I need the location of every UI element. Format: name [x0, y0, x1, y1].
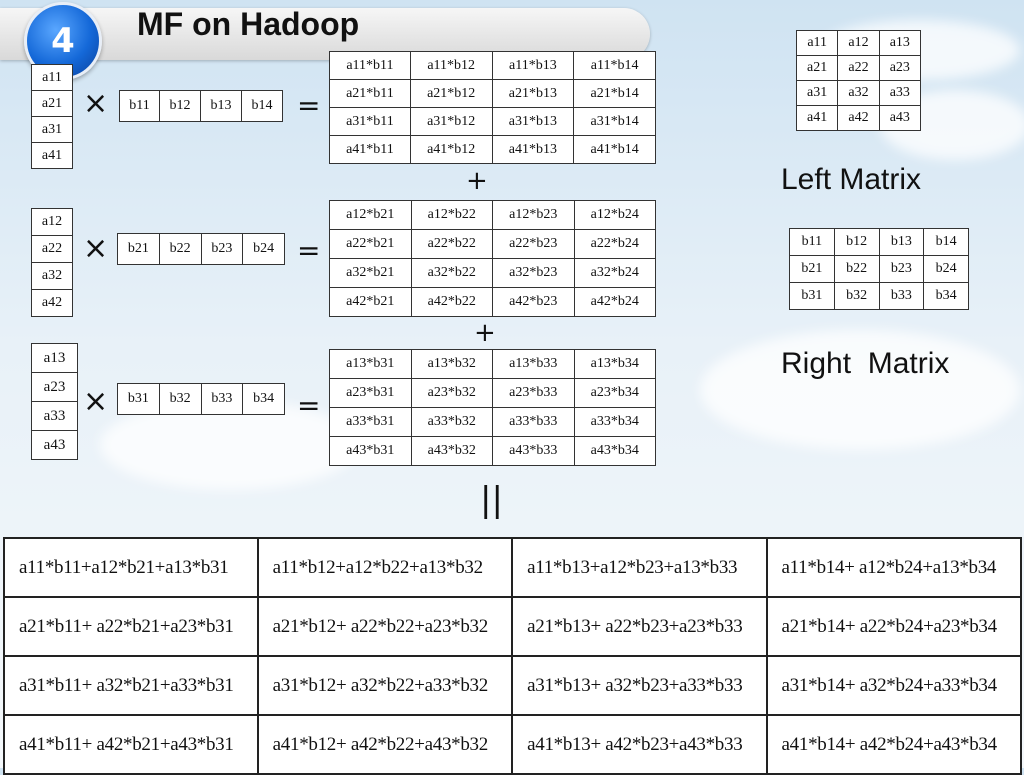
- vector-cell: a23: [32, 373, 78, 402]
- product-cell: a12*b24: [574, 201, 656, 230]
- matrix-cell: b23: [879, 256, 924, 283]
- matrix-cell: a22: [838, 56, 879, 81]
- result-cell: a11*b13+a12*b23+a13*b33: [512, 538, 766, 597]
- product-cell: a42*b21: [330, 288, 412, 317]
- product-cell: a11*b14: [574, 52, 656, 80]
- product-cell: a41*b14: [574, 136, 656, 164]
- matrix-cell: b14: [924, 229, 969, 256]
- result-cell: a11*b14+ a12*b24+a13*b34: [767, 538, 1021, 597]
- result-cell: a41*b13+ a42*b23+a43*b33: [512, 715, 766, 774]
- result-cell: a41*b11+ a42*b21+a43*b31: [4, 715, 258, 774]
- product-cell: a33*b31: [330, 408, 412, 437]
- vector-cell: a32: [32, 263, 73, 290]
- vector-cell: a33: [32, 402, 78, 431]
- product-cell: a41*b12: [410, 136, 492, 164]
- result-cell: a31*b14+ a32*b24+a33*b34: [767, 656, 1021, 715]
- result-cell: a11*b11+a12*b21+a13*b31: [4, 538, 258, 597]
- product-cell: a21*b11: [330, 80, 411, 108]
- matrix-cell: a31: [797, 81, 838, 106]
- product-cell: a11*b12: [410, 52, 492, 80]
- matrix-cell: b21: [790, 256, 835, 283]
- slide-number-badge: 4: [24, 2, 102, 80]
- product-cell: a42*b23: [493, 288, 575, 317]
- product-cell: a43*b31: [330, 437, 412, 466]
- product-cell: a13*b32: [411, 350, 493, 379]
- matrix-cell: a21: [797, 56, 838, 81]
- vector-cell: b22: [159, 234, 201, 265]
- product-cell: a12*b21: [330, 201, 412, 230]
- result-cell: a31*b11+ a32*b21+a33*b31: [4, 656, 258, 715]
- right-row-vector-1: [119, 90, 283, 122]
- product-cell: a43*b34: [574, 437, 656, 466]
- left-column-vector-1: [31, 64, 73, 169]
- matrix-cell: b33: [879, 283, 924, 310]
- product-cell: a33*b32: [411, 408, 493, 437]
- product-cell: a43*b33: [493, 437, 575, 466]
- left-matrix-label: Left Matrix: [781, 163, 922, 196]
- product-cell: a23*b34: [574, 379, 656, 408]
- product-cell: a23*b31: [330, 379, 412, 408]
- product-cell: a32*b21: [330, 259, 412, 288]
- result-cell: a21*b11+ a22*b21+a23*b31: [4, 597, 258, 656]
- matrix-cell: b31: [790, 283, 835, 310]
- matrix-cell: b22: [834, 256, 879, 283]
- product-cell: a32*b22: [411, 259, 493, 288]
- result-cell: a11*b12+a12*b22+a13*b32: [258, 538, 512, 597]
- matrix-cell: b32: [834, 283, 879, 310]
- result-cell: a41*b12+ a42*b22+a43*b32: [258, 715, 512, 774]
- product-cell: a22*b22: [411, 230, 493, 259]
- product-cell: a33*b33: [493, 408, 575, 437]
- product-cell: a41*b13: [492, 136, 574, 164]
- table-row: [4, 656, 1021, 715]
- vector-cell: a12: [32, 209, 73, 236]
- product-cell: a23*b32: [411, 379, 493, 408]
- right-matrix: [789, 228, 969, 310]
- equals-operator: =: [297, 234, 321, 267]
- product-cell: a31*b13: [492, 108, 574, 136]
- plus-operator: +: [474, 318, 496, 348]
- matrix-cell: a43: [879, 106, 920, 131]
- times-operator: ×: [83, 384, 109, 419]
- product-cell: a31*b14: [574, 108, 656, 136]
- vector-cell: a22: [32, 236, 73, 263]
- vector-cell: b12: [160, 91, 201, 122]
- right-matrix-label: Right Matrix: [781, 347, 950, 380]
- matrix-cell: b11: [790, 229, 835, 256]
- matrix-cell: a12: [838, 31, 879, 56]
- product-cell: a41*b11: [330, 136, 411, 164]
- product-cell: a31*b11: [330, 108, 411, 136]
- product-cell: a12*b22: [411, 201, 493, 230]
- vector-cell: b34: [243, 384, 285, 415]
- vector-cell: b24: [243, 234, 285, 265]
- product-cell: a12*b23: [493, 201, 575, 230]
- left-matrix: [796, 30, 921, 131]
- product-cell: a22*b24: [574, 230, 656, 259]
- matrix-cell: b13: [879, 229, 924, 256]
- matrix-cell: a11: [797, 31, 838, 56]
- product-cell: a42*b22: [411, 288, 493, 317]
- slide-title: MF on Hadoop: [137, 6, 360, 42]
- product-cell: a23*b33: [493, 379, 575, 408]
- vector-cell: b11: [120, 91, 160, 122]
- result-cell: a31*b12+ a32*b22+a33*b32: [258, 656, 512, 715]
- vector-cell: a41: [32, 143, 73, 169]
- table-row: [4, 597, 1021, 656]
- product-cell: a13*b33: [493, 350, 575, 379]
- vector-cell: a13: [32, 344, 78, 373]
- table-row: [4, 715, 1021, 774]
- product-cell: a21*b14: [574, 80, 656, 108]
- left-column-vector-3: [31, 343, 78, 460]
- result-cell: a21*b12+ a22*b22+a23*b32: [258, 597, 512, 656]
- left-column-vector-2: [31, 208, 73, 317]
- product-cell: a13*b34: [574, 350, 656, 379]
- product-cell: a21*b12: [410, 80, 492, 108]
- matrix-cell: a23: [879, 56, 920, 81]
- product-cell: a31*b12: [410, 108, 492, 136]
- product-cell: a13*b31: [330, 350, 412, 379]
- result-cell: a21*b14+ a22*b24+a23*b34: [767, 597, 1021, 656]
- product-cell: a42*b24: [574, 288, 656, 317]
- equals-operator: =: [297, 89, 321, 122]
- equals-operator: =: [297, 389, 321, 422]
- vector-cell: b14: [241, 91, 282, 122]
- vector-cell: a42: [32, 290, 73, 317]
- times-operator: ×: [83, 86, 109, 121]
- vector-cell: b13: [201, 91, 242, 122]
- result-cell: a21*b13+ a22*b23+a23*b33: [512, 597, 766, 656]
- product-matrix-1: [329, 51, 656, 164]
- matrix-cell: b34: [924, 283, 969, 310]
- plus-operator: +: [466, 166, 488, 196]
- product-matrix-3: [329, 349, 656, 466]
- result-cell: a41*b14+ a42*b24+a43*b34: [767, 715, 1021, 774]
- times-operator: ×: [83, 231, 109, 266]
- product-cell: a21*b13: [492, 80, 574, 108]
- product-cell: a11*b13: [492, 52, 574, 80]
- table-row: [4, 538, 1021, 597]
- vector-cell: b21: [118, 234, 160, 265]
- product-matrix-2: [329, 200, 656, 317]
- result-equals-operator: ||: [480, 480, 503, 520]
- matrix-cell: a41: [797, 106, 838, 131]
- matrix-cell: a32: [838, 81, 879, 106]
- vector-cell: b33: [201, 384, 243, 415]
- vector-cell: b23: [201, 234, 243, 265]
- result-matrix: [3, 537, 1022, 775]
- matrix-cell: b12: [834, 229, 879, 256]
- right-row-vector-3: [117, 383, 285, 415]
- matrix-cell: b24: [924, 256, 969, 283]
- matrix-cell: a33: [879, 81, 920, 106]
- vector-cell: a21: [32, 91, 73, 117]
- vector-cell: a11: [32, 65, 73, 91]
- product-cell: a33*b34: [574, 408, 656, 437]
- matrix-cell: a42: [838, 106, 879, 131]
- product-cell: a32*b24: [574, 259, 656, 288]
- right-row-vector-2: [117, 233, 285, 265]
- product-cell: a11*b11: [330, 52, 411, 80]
- vector-cell: a43: [32, 431, 78, 460]
- vector-cell: b31: [118, 384, 160, 415]
- vector-cell: a31: [32, 117, 73, 143]
- product-cell: a32*b23: [493, 259, 575, 288]
- result-cell: a31*b13+ a32*b23+a33*b33: [512, 656, 766, 715]
- matrix-cell: a13: [879, 31, 920, 56]
- vector-cell: b32: [159, 384, 201, 415]
- product-cell: a22*b23: [493, 230, 575, 259]
- product-cell: a43*b32: [411, 437, 493, 466]
- product-cell: a22*b21: [330, 230, 412, 259]
